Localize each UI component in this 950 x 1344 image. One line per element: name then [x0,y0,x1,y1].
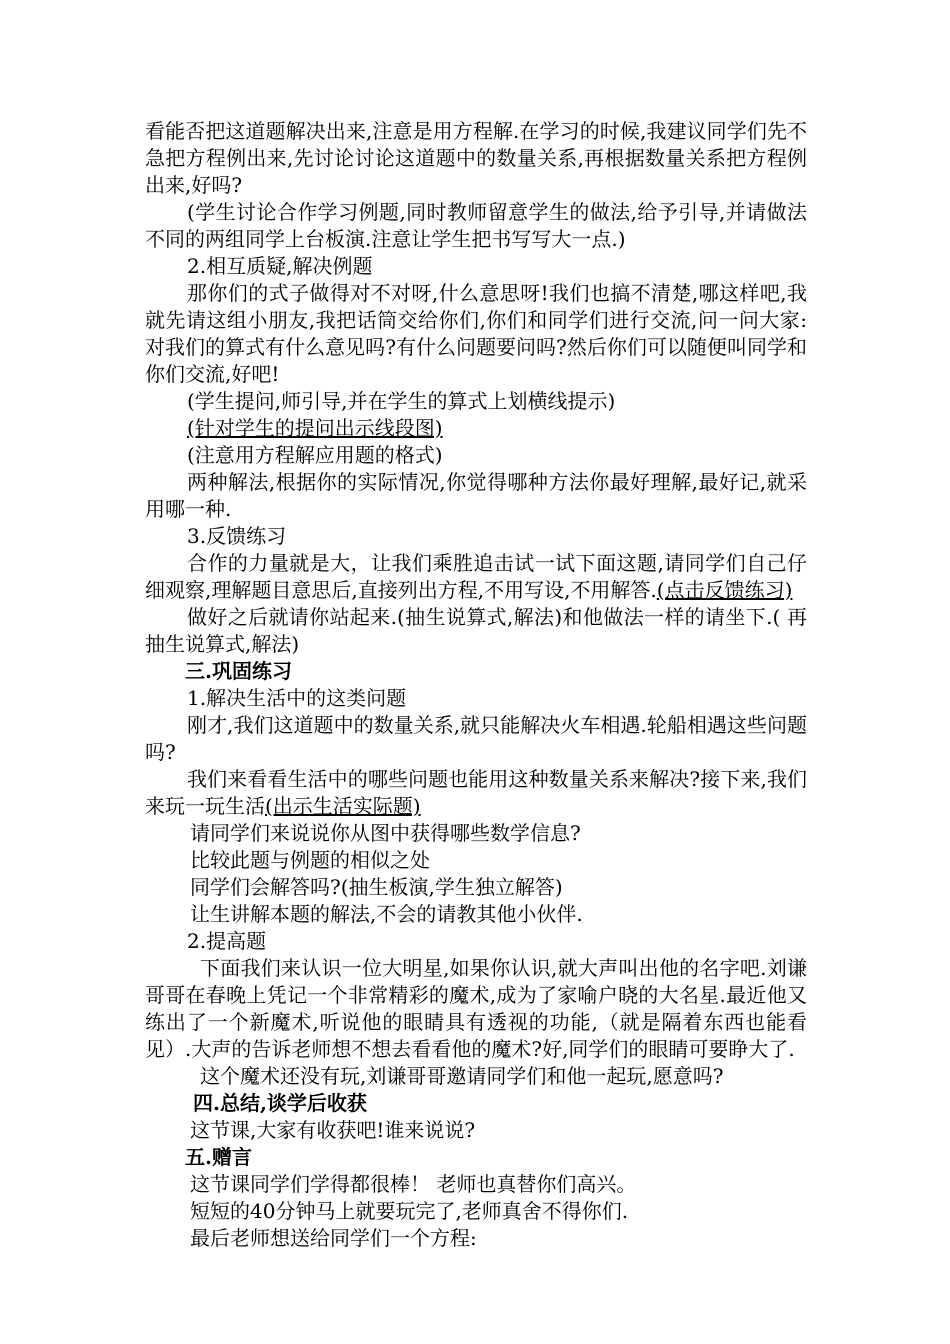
document-body [145,118,807,1252]
paragraph-text: 合作的力量就是大，让我们乘胜追击试一试下面这题,请同学们自己仔细观察,理解题目意思后,直接列出方程,不用写设,不用解答. [145,551,807,602]
paragraph: 这个魔术还没有玩,刘谦哥哥邀请同学们和他一起玩,愿意吗? [200,1064,724,1088]
link-text[interactable]: (针对学生的提问出示线段图) [187,416,443,440]
paragraph-link[interactable] [145,415,807,442]
paragraph: 短短的40分钟马上就要玩完了,老师真舍不得你们. [190,1199,629,1223]
subheading: 1.解决生活中的这类问题 [187,686,407,710]
paragraph: 这节课同学们学得都很棒！ 老师也真替你们高兴。 [190,1172,637,1196]
paragraph: 请同学们来说说你从图中获得哪些数学信息? [190,821,581,845]
paragraph: (学生讨论合作学习例题,同时教师留意学生的做法,给予引导,并请做法不同的两组同学上台板演.注意让学生把书写写大一点.) [145,200,807,251]
life-problem-link[interactable]: (出示生活实际题) [265,794,421,818]
paragraph: (学生提问,师引导,并在学生的算式上划横线提示) [187,389,616,413]
paragraph: 做好之后就请你站起来.(抽生说算式,解法)和他做法一样的请坐下.( 再抽生说算式,解法) [145,605,807,656]
paragraph-text: 我们来看看生活中的哪些问题也能用这种数量关系来解决?接下来,我们来玩一玩生活 [145,767,807,818]
paragraph: 让生讲解本题的解法,不会的请教其他小伙伴. [190,902,583,926]
paragraph: 两种解法,根据你的实际情况,你觉得哪种方法你最好理解,最好记,就采用哪一种. [145,470,807,521]
feedback-exercise-link[interactable]: (点击反馈练习) [656,578,793,602]
paragraph [145,766,807,820]
paragraph: 看能否把这道题解决出来,注意是用方程解.在学习的时候,我建议同学们先不急把方程例出来,先讨论讨论这道题中的数量关系,再根据数量关系把方程例出来,好吗? [145,119,807,197]
paragraph: 同学们会解答吗?(抽生板演,学生独立解答) [190,875,563,899]
subheading: 2.提高题 [187,929,267,953]
paragraph: 那你们的式子做得对不对呀,什么意思呀!我们也搞不清楚,哪这样吧,我就先请这组小朋友,我把话筒交给你们,你们和同学们进行交流,问一问大家:对我们的算式有什么意见吗?有什么问题要问吗?然后你们可以随便叫同学和你们交流,好吧! [145,281,807,386]
paragraph: 这节课,大家有收获吧!谁来说说? [190,1118,476,1142]
paragraph: 刚才,我们这道题中的数量关系,就只能解决火车相遇.轮船相遇这些问题吗? [145,713,807,764]
paragraph: 下面我们来认识一位大明星,如果你认识,就大声叫出他的名字吧.刘谦哥哥在春晚上凭记一个非常精彩的魔术,成为了家喻户晓的大名星.最近他又练出了一个新魔术,听说他的眼睛具有透视的功能,（就是隔着东西也能看见）.大声的告诉老师想不想去看看他的魔术?好,同学们的眼睛可要睁大了. [145,956,807,1061]
paragraph: 最后老师想送给同学们一个方程: [190,1226,477,1250]
paragraph: 比较此题与例题的相似之处 [190,848,430,872]
section-heading: 五.赠言 [185,1145,252,1169]
subheading: 2.相互质疑,解决例题 [187,254,373,278]
paragraph [145,550,807,604]
subheading: 3.反馈练习 [187,524,287,548]
paragraph: (注意用方程解应用题的格式) [187,443,443,467]
section-heading: 三.巩固练习 [185,659,292,683]
section-heading: 四.总结,谈学后收获 [193,1091,367,1115]
